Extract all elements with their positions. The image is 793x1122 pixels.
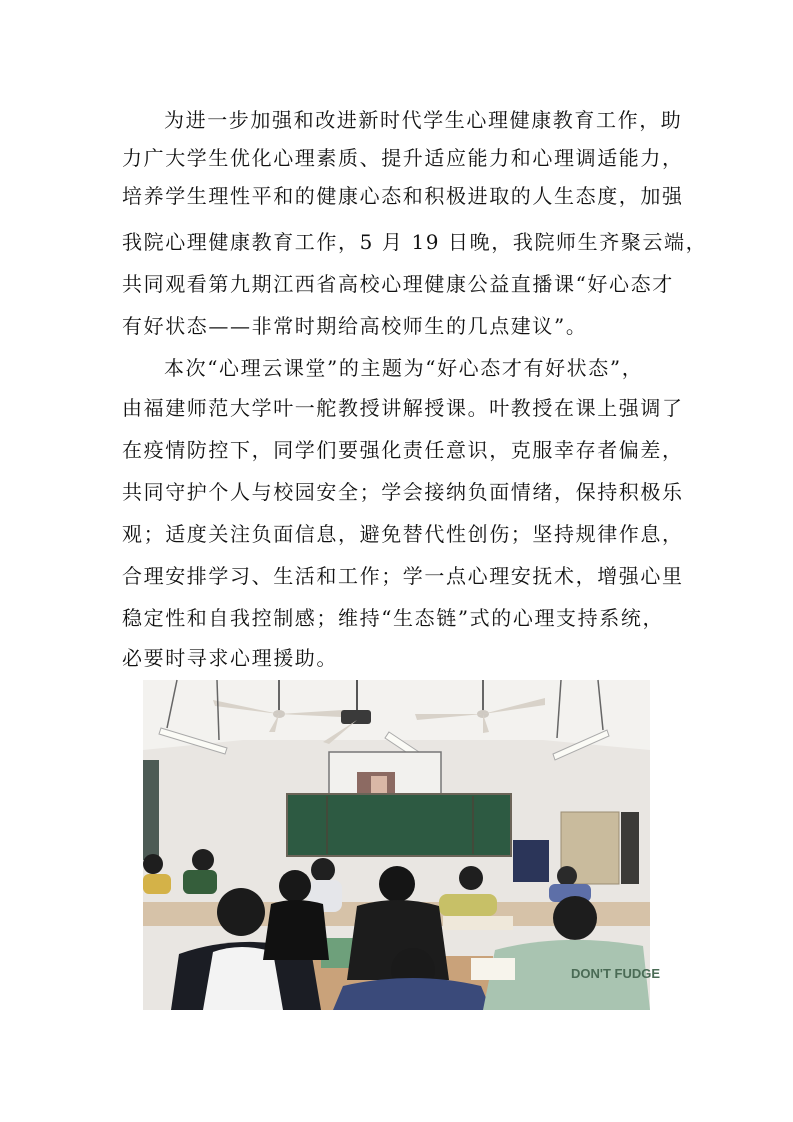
paragraph-2-line-8: 必要时寻求心理援助。 (122, 646, 338, 670)
paragraph-2-line-1: 本次“心理云课堂”的主题为“好心态才有好状态”， (164, 356, 644, 380)
paragraph-1-line-1: 为进一步加强和改进新时代学生心理健康教育工作，助 (164, 108, 683, 132)
paragraph-2-line-7: 稳定性和自我控制感；维持“生态链”式的心理支持系统， (122, 606, 665, 630)
paragraph-2-line-6: 合理安排学习、生活和工作；学一点心理安抚术，增强心里 (122, 564, 684, 588)
paragraph-2-line-2: 由福建师范大学叶一舵教授讲解授课。叶教授在课上强调了 (122, 396, 684, 420)
window-left (143, 760, 159, 860)
projector (341, 710, 371, 724)
shirt-print: DON'T FUDGE (571, 966, 661, 981)
notice-board (513, 840, 549, 882)
paragraph-2-line-5: 观；适度关注负面信息，避免替代性创伤；坚持规律作息， (122, 522, 684, 546)
paragraph-1-line-6: 有好状态——非常时期给高校师生的几点建议”。 (122, 314, 588, 338)
paragraph-1-line-5: 共同观看第九期江西省高校心理健康公益直播课“好心态才 (122, 272, 674, 296)
books-middle (443, 916, 513, 930)
projected-person (371, 776, 387, 794)
paragraph-1-line-2: 力广大学生优化心理素质、提升适应能力和心理调适能力， (122, 146, 684, 170)
classroom-photo (143, 680, 661, 1010)
paragraph-1-line-4: 我院心理健康教育工作，5 月 19 日晚，我院师生齐聚云端， (122, 230, 708, 254)
paragraph-1-line-3: 培养学生理性平和的健康心态和积极进取的人生态度，加强 (122, 184, 684, 208)
paragraph-2-line-4: 共同守护个人与校园安全；学会接纳负面情绪，保持积极乐 (122, 480, 684, 504)
paragraph-2-line-3: 在疫情防控下，同学们要强化责任意识，克服幸存者偏差， (122, 438, 684, 462)
paper-on-desk (471, 958, 515, 980)
blackboard (287, 794, 511, 856)
doorway (621, 812, 639, 884)
